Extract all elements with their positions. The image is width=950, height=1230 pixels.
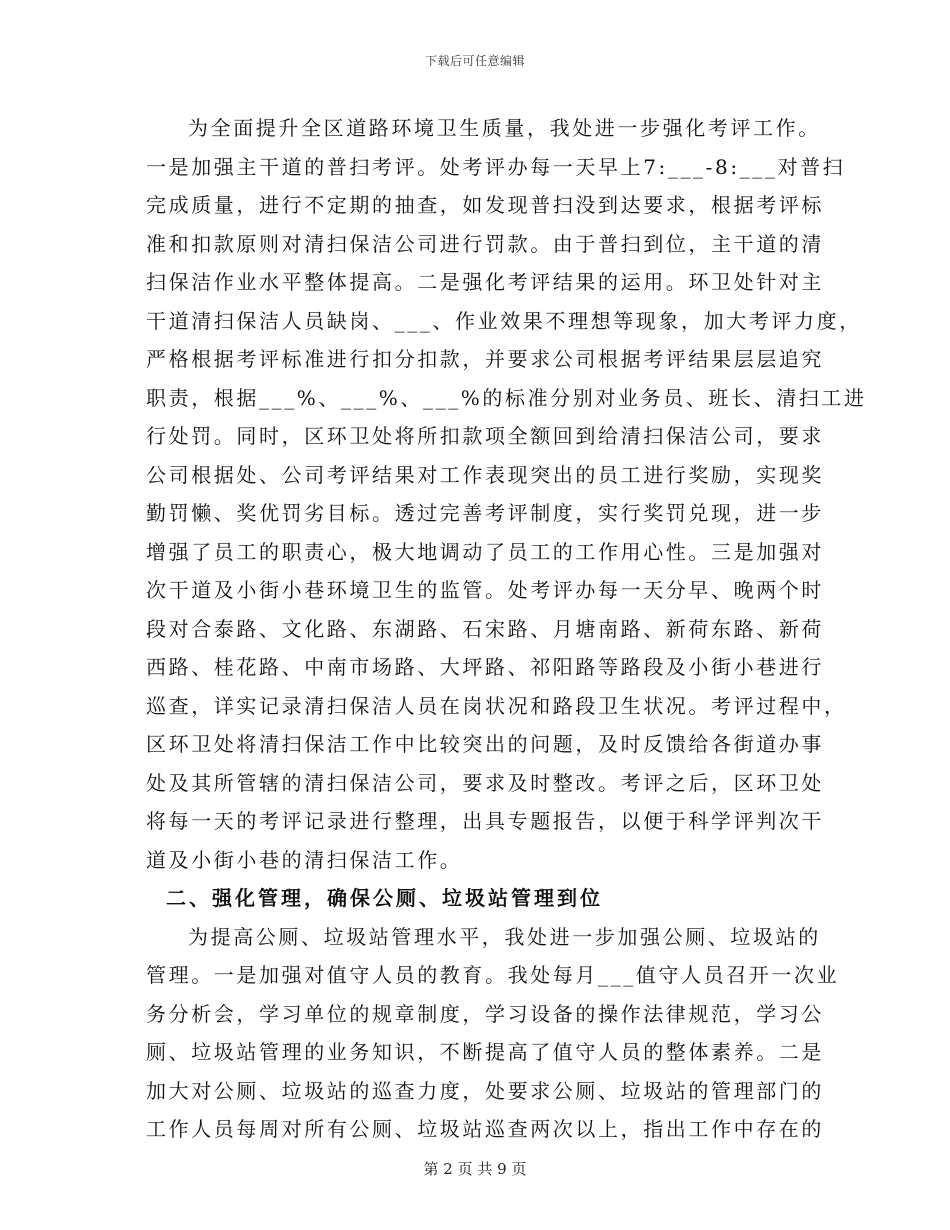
paragraph-line: 道及小街小巷的清扫保洁工作。 [146,847,463,872]
section-heading: 二、强化管理，确保公厕、垃圾站管理到位 [166,886,603,910]
paragraph-line: 为提高公厕、垃圾站管理水平，我处进一步加强公厕、垃圾站的 [188,924,821,949]
paragraph-line: 次干道及小街小巷环境卫生的监管。处考评办每一天分早、晚两个时 [146,578,824,602]
paragraph-line: 扫保洁作业水平整体提高。二是强化考评结果的运用。环卫处针对主 [146,270,824,294]
paragraph-line: 处及其所管辖的清扫保洁公司，要求及时整改。考评之后，区环卫处 [146,770,824,795]
paragraph-line: 工作人员每周对所有公厕、垃圾站巡查两次以上，指出工作中存在的 [146,1117,824,1141]
page-header: 下载后可任意编辑 [424,54,525,68]
paragraph-line: 勤罚懒、奖优罚劣目标。透过完善考评制度，实行奖罚兑现，进一步 [146,501,824,525]
paragraph-line: 管理。一是加强对值守人员的教育。我处每月___值守人员召开一次业 [146,963,840,987]
paragraph-line: 行处罚。同时，区环卫处将所扣款项全额回到给清扫保洁公司，要求 [146,424,824,448]
document-body [146,109,867,1149]
paragraph-line: 完成质量，进行不定期的抽查，如发现普扫没到达要求，根据考评标 [146,193,824,217]
paragraph-line: 务分析会，学习单位的规章制度，学习设备的操作法律规范，学习公 [146,1001,824,1026]
paragraph-line: 公司根据处、公司考评结果对工作表现突出的员工进行奖励，实现奖 [146,462,824,487]
paragraph-line: 加大对公厕、垃圾站的巡查力度，处要求公厕、垃圾站的管理部门的 [146,1078,824,1103]
paragraph-line: 增强了员工的职责心，极大地调动了员工的工作用心性。三是加强对 [146,539,824,564]
paragraph-line: 为全面提升全区道路环境卫生质量，我处进一步强化考评工作。 [188,116,821,140]
paragraph-line: 准和扣款原则对清扫保洁公司进行罚款。由于普扫到位，主干道的清 [146,231,824,256]
paragraph-line: 严格根据考评标准进行扣分扣款，并要求公司根据考评结果层层追究 [146,347,824,371]
paragraph-line: 职责，根据___%、___%、___%的标准分别对业务员、班长、清扫工进 [146,385,867,410]
page-footer: 第 2 页 共 9 页 [423,1160,527,1178]
paragraph-line: 一是加强主干道的普扫考评。处考评办每一天早上7:___-8:___对普扫 [146,154,846,179]
paragraph-line: 厕、垃圾站管理的业务知识，不断提高了值守人员的整体素养。二是 [146,1040,824,1064]
paragraph-line: 巡查，详实记录清扫保洁人员在岗状况和路段卫生状况。考评过程中， [146,693,847,718]
paragraph-line: 西路、桂花路、中南市场路、大坪路、祁阳路等路段及小街小巷进行 [146,655,824,679]
paragraph-line: 干道清扫保洁人员缺岗、___、作业效果不理想等现象，加大考评力度， [146,308,862,333]
paragraph-line: 将每一天的考评记录进行整理，出具专题报告，以便于科学评判次干 [146,809,824,833]
paragraph-line: 段对合泰路、文化路、东湖路、石宋路、月塘南路、新荷东路、新荷 [146,616,824,641]
paragraph-line: 区环卫处将清扫保洁工作中比较突出的问题，及时反馈给各街道办事 [146,732,824,756]
